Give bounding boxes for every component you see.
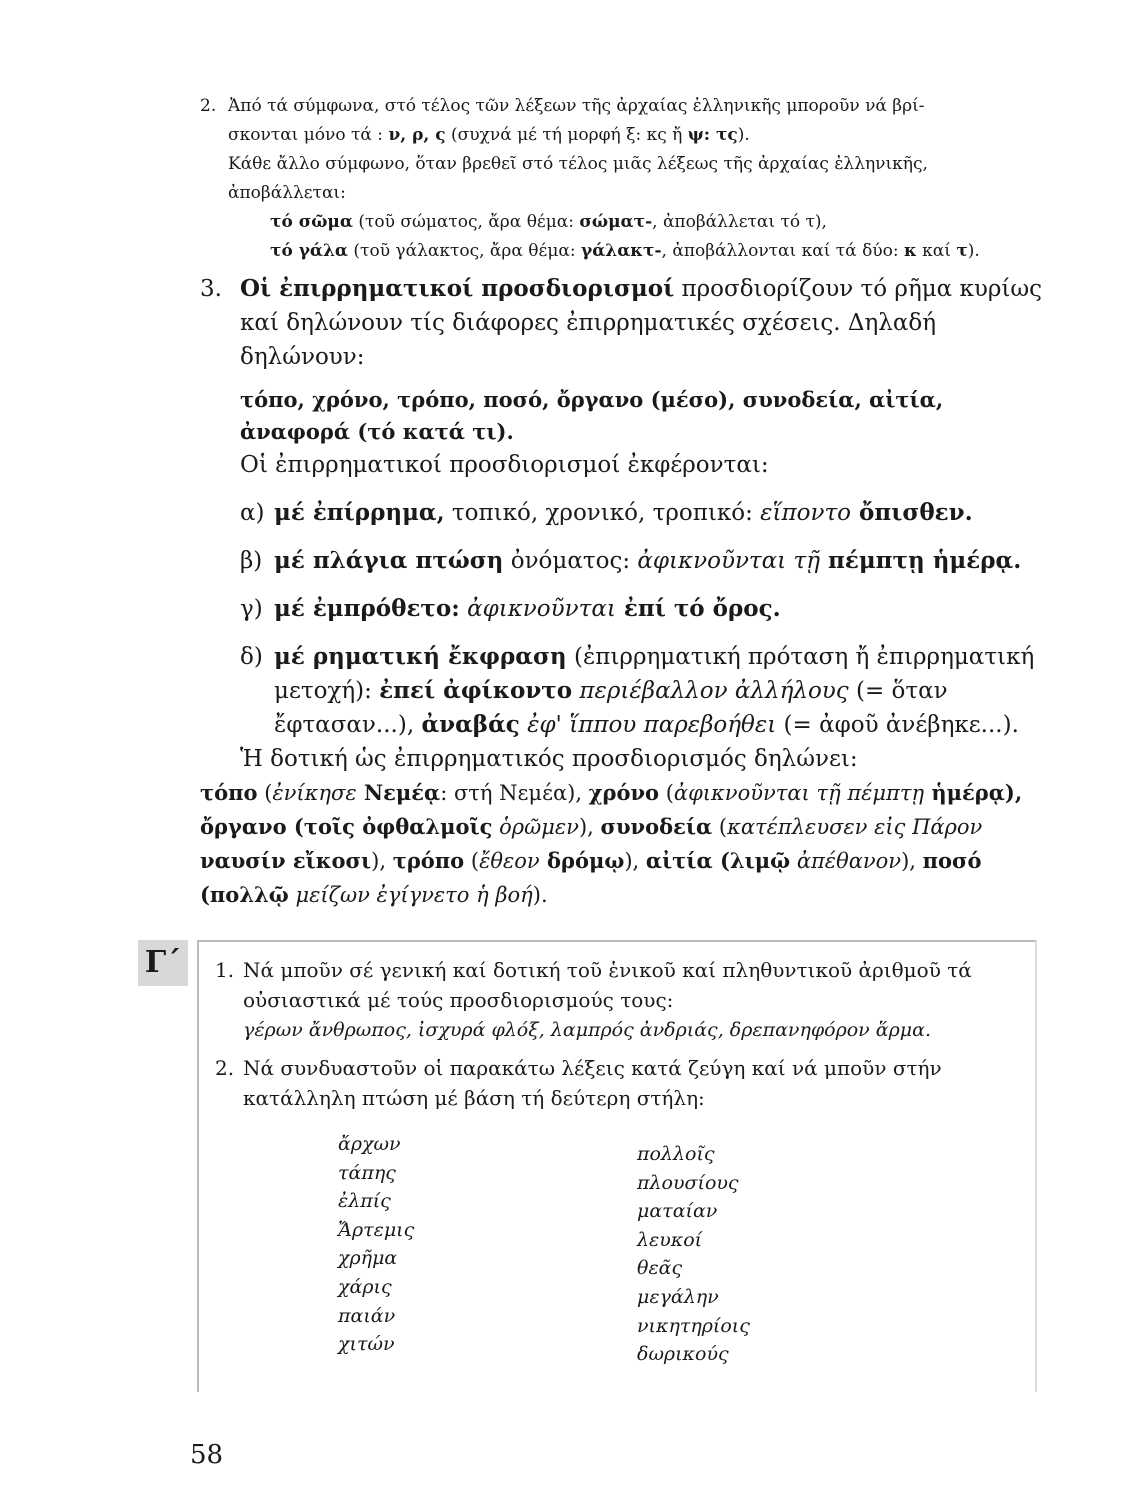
bold-span: ὄπισθεν.	[851, 499, 973, 526]
page-number: 58	[190, 1440, 224, 1470]
exercise-1-words: γέρων ἄνθρωπος, ἰσχυρά φλόξ, λαμπρός ἀνδριάς, δρεπανηφόρον ἅρμα.	[243, 1019, 931, 1041]
word-column-left	[338, 1130, 538, 1359]
section-3-categories: τόπο, χρόνο, τρόπο, ποσό, ὄργανο (μέσο), συνοδεία, αἰτία, ἀναφορά (τό κατά τι).	[240, 387, 944, 444]
bold-span: πέμπτῃ ἡμέρᾳ.	[820, 547, 1022, 574]
text-span: καί	[916, 241, 957, 261]
text-span: σκονται μόνο τά :	[228, 125, 389, 145]
word-column-right	[637, 1140, 857, 1369]
italic-span: ἐνίκησε	[272, 781, 357, 805]
item-label: β)	[240, 548, 263, 574]
bold-span: συνοδεία	[600, 814, 713, 839]
list-item: νικητηρίοις	[637, 1314, 750, 1337]
text-span: , ἀποβάλλονται καί τά δύο:	[661, 241, 905, 261]
text-span: ἤ	[666, 125, 688, 145]
italic-span: ὁρῶμεν	[492, 815, 579, 839]
item-label: α)	[240, 500, 265, 526]
exercise-text: Νά συνδυαστοῦν οἱ παρακάτω λέξεις κατά ζεύγη καί νά μποῦν στήν κατάλληλη πτώση μέ βάση τή δεύτερη στήλη:	[243, 1056, 942, 1110]
italic-span: ἐφ' ἵππου παρεβοήθει	[519, 712, 777, 738]
text-span: (τοῦ σώματος, ἄρα θέμα:	[352, 212, 580, 232]
list-item: θεᾶς	[637, 1257, 683, 1280]
bold-span: δρόμῳ	[539, 848, 625, 873]
dative-examples	[200, 776, 1050, 912]
bold-span: ἐπεί ἀφίκοντο	[379, 677, 573, 704]
list-item: χιτών	[338, 1333, 395, 1356]
bold-span: ἡμέρᾳ),	[924, 780, 1023, 805]
exercises-content	[215, 955, 1025, 1113]
section-2-line-3: Κάθε ἄλλο σύμφωνο, ὅταν βρεθεῖ στό τέλος μιᾶς λέξεως τῆς ἀρχαίας ἑλληνικῆς,	[228, 154, 928, 174]
section-2-number: 2.	[200, 96, 217, 116]
bold-span: ψ: τς	[687, 125, 738, 145]
exercise-number: 1.	[215, 958, 235, 982]
bold-span: ἐπί τό ὄρος.	[615, 595, 781, 622]
section-3-expressed: Οἱ ἐπιρρηματικοί προσδιορισμοί ἐκφέρονται:	[240, 452, 769, 478]
bold-span: Οἱ ἐπιρρηματικοί προσδιορισμοί	[240, 275, 675, 302]
italic-span: εἵποντο	[760, 500, 852, 526]
section-2-line-4: ἀποβάλλεται:	[228, 183, 346, 203]
item-label: γ)	[240, 596, 263, 622]
section-2-line-2	[200, 121, 1060, 150]
section-3	[200, 272, 1050, 912]
exercise-text: Νά μποῦν σέ γενική καί δοτική τοῦ ἑνικοῦ καί πληθυντικοῦ ἀριθμοῦ τά οὐσιαστικά μέ τούς προσδιορισμούς τους:	[243, 958, 972, 1012]
list-item: Ἄρτεμις	[338, 1218, 415, 1241]
italic-span: μείζων ἐγίγνετο ἡ βοή	[288, 883, 533, 907]
bold-span: μέ πλάγια πτώση	[274, 547, 504, 574]
section-2-example-2	[200, 237, 1060, 266]
section-3-number: 3.	[200, 276, 222, 302]
text-span: , ἀποβάλλεται τό τ),	[652, 212, 827, 232]
list-item: τάπης	[338, 1161, 396, 1184]
section-2-text-1: Ἀπό τά σύμφωνα, στό τέλος τῶν λέξεων τῆς ἀρχαίας ἑλληνικῆς μποροῦν νά βρί-	[228, 96, 925, 116]
text-span: (= ἀφοῦ ἀνέβηκε...).	[776, 712, 1019, 738]
bold-span: μέ ἐπίρρημα,	[274, 499, 445, 526]
list-item: μεγάλην	[637, 1285, 719, 1308]
bold-span: ναυσίν εἴκοσι	[200, 848, 372, 873]
bold-span: Νεμέᾳ	[356, 780, 441, 805]
exercises-label: Γ΄	[138, 940, 188, 986]
list-item: πολλοῖς	[637, 1143, 715, 1165]
text-span: (ἐπιρρηματική πρόταση ἤ ἐπιρρηματική μετοχή):	[274, 644, 1035, 704]
list-item-a	[200, 496, 1050, 530]
bold-span: ἀναβάς	[421, 711, 520, 738]
bold-span: τόπο	[200, 780, 258, 805]
bold-span: μέ ρηματική ἔκφραση	[274, 643, 567, 670]
list-item-c	[200, 592, 1050, 626]
bold-span: μέ ἐμπρόθετο:	[274, 595, 460, 622]
list-item: λευκοί	[637, 1228, 703, 1251]
text-span: τοπικό, χρονικό, τροπικό:	[444, 500, 761, 526]
text-span: (τοῦ γάλακτος, ἄρα θέμα:	[348, 241, 581, 261]
italic-span: ἔθεον	[479, 849, 540, 873]
list-item: παιάν	[338, 1304, 396, 1327]
text-span: (συχνά μέ τή μορφή	[445, 125, 627, 145]
exercise-1	[215, 955, 1025, 1015]
bold-span: τ	[956, 241, 968, 261]
italic-span: ἀφικνοῦνται τῇ πέμπτῃ	[673, 781, 925, 805]
exercise-2	[215, 1053, 1025, 1113]
item-label: δ)	[240, 644, 263, 670]
list-item: ἐλπίς	[338, 1190, 391, 1213]
list-item: χάρις	[338, 1275, 392, 1298]
list-item: ἄρχων	[338, 1133, 401, 1155]
bold-span: αἰτία (λιμῷ	[645, 848, 791, 873]
text-span: ξ: κς	[626, 125, 667, 145]
text-span: ).	[532, 883, 548, 907]
bold-span: τό γάλα	[270, 241, 349, 261]
text-span: ὀνόματος:	[503, 548, 638, 574]
italic-span: περιέβαλλον ἀλλήλους	[572, 678, 849, 704]
bold-span: ὄργανο (τοῖς ὀφθαλμοῖς	[200, 814, 493, 839]
bold-span: σώματ-	[579, 212, 653, 232]
bold-span: ν, ρ, ς	[388, 125, 446, 145]
list-item-d	[200, 640, 1050, 742]
section-3-intro	[200, 272, 1050, 374]
italic-span: κατέπλευσεν εἰς Πάρον	[727, 815, 983, 839]
italic-span: ἀπέθανον	[790, 849, 902, 873]
section-2-line-1	[200, 92, 1060, 121]
dative-intro: Ἡ δοτική ὡς ἐπιρρηματικός προσδιορισμός δηλώνει:	[240, 746, 858, 772]
text-span: : στή Νεμέα),	[440, 781, 589, 805]
list-item: δωρικούς	[637, 1343, 729, 1366]
bold-span: κ	[904, 241, 917, 261]
text-span: ),	[578, 815, 601, 839]
text-span: ).	[967, 241, 980, 261]
text-span: (	[659, 781, 674, 805]
text-span: (	[257, 781, 273, 805]
section-2-example-1	[200, 208, 1060, 237]
list-item: ματαίαν	[637, 1200, 718, 1223]
italic-span: ἀφικνοῦνται τῇ	[637, 548, 821, 574]
text-span: προσδιορίζουν τό ρῆμα κυρίως καί δηλώνουν τίς διάφορες ἐπιρρηματικές σχέσεις. Δηλαδή δηλώνουν:	[240, 276, 1043, 370]
exercise-number: 2.	[215, 1056, 235, 1080]
bold-span: χρόνο	[588, 780, 660, 805]
text-span: (= ὅταν ἔφτασαν...),	[274, 678, 948, 738]
text-span: ),	[624, 849, 646, 873]
bold-span: ποσό (πολλῷ	[200, 848, 982, 907]
text-span: ).	[737, 125, 750, 145]
text-span: ),	[901, 849, 923, 873]
section-2	[200, 92, 1060, 266]
text-span: ),	[371, 849, 393, 873]
bold-span: τό σῶμα	[270, 212, 353, 232]
list-item: πλουσίους	[637, 1171, 739, 1194]
bold-span: γάλακτ-	[580, 241, 662, 261]
list-item: χρῆμα	[338, 1247, 398, 1270]
list-item-b	[200, 544, 1050, 578]
italic-span: ἀφικνοῦνται	[467, 596, 616, 622]
text-span: (	[464, 849, 480, 873]
text-span	[460, 596, 467, 622]
bold-span: τρόπο	[392, 848, 465, 873]
text-span: (	[712, 815, 728, 839]
